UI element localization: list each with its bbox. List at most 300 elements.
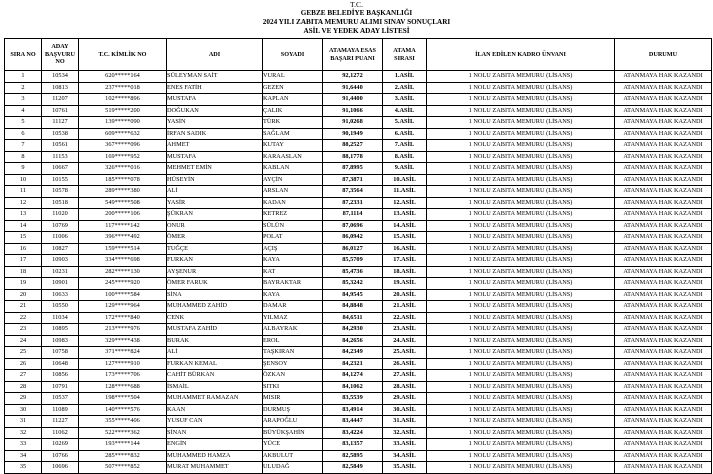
cell-atama-sirasi: 11.ASİL [383, 186, 427, 198]
cell-tc-kimlik-no: 127*****910 [79, 358, 167, 370]
cell-sira-no: 22 [5, 312, 42, 324]
table-row [5, 381, 712, 393]
cell-kadro: 1 NOLU ZABITA MEMURU (LİSANS) [427, 381, 615, 393]
cell-kadro: 1 NOLU ZABITA MEMURU (LİSANS) [427, 358, 615, 370]
cell-soyadi: ULUDAĞ [263, 462, 323, 474]
cell-puan: 84,8848 [323, 301, 383, 313]
col-header-tc-kimlik-no: T.C. KİMLİK NO [79, 39, 167, 71]
cell-durumu: ATANMAYA HAK KAZANDI [615, 82, 712, 94]
cell-kadro: 1 NOLU ZABITA MEMURU (LİSANS) [427, 105, 615, 117]
cell-puan: 83,1357 [323, 439, 383, 451]
cell-kadro: 1 NOLU ZABITA MEMURU (LİSANS) [427, 462, 615, 474]
cell-kadro: 1 NOLU ZABITA MEMURU (LİSANS) [427, 220, 615, 232]
cell-durumu: ATANMAYA HAK KAZANDI [615, 117, 712, 129]
table-header-row [5, 39, 712, 71]
cell-basvuru-no: 10903 [42, 255, 79, 267]
cell-kadro: 1 NOLU ZABITA MEMURU (LİSANS) [427, 370, 615, 382]
table-row [5, 439, 712, 451]
cell-soyadi: BÜYÜKŞAHİN [263, 427, 323, 439]
cell-kadro: 1 NOLU ZABITA MEMURU (LİSANS) [427, 232, 615, 244]
cell-kadro: 1 NOLU ZABITA MEMURU (LİSANS) [427, 266, 615, 278]
cell-durumu: ATANMAYA HAK KAZANDI [615, 462, 712, 474]
cell-soyadi: ÇALIK [263, 105, 323, 117]
table-row [5, 197, 712, 209]
cell-adi: SÜLEYMAN SAİT [167, 71, 263, 83]
cell-adi: MUHAMMED ZAHİD [167, 301, 263, 313]
cell-durumu: ATANMAYA HAK KAZANDI [615, 140, 712, 152]
table-row [5, 404, 712, 416]
cell-soyadi: KAT [263, 266, 323, 278]
cell-puan: 85,4736 [323, 266, 383, 278]
cell-puan: 87,8995 [323, 163, 383, 175]
table-row [5, 243, 712, 255]
cell-durumu: ATANMAYA HAK KAZANDI [615, 301, 712, 313]
table-row [5, 220, 712, 232]
cell-adi: FURKAN [167, 255, 263, 267]
cell-durumu: ATANMAYA HAK KAZANDI [615, 393, 712, 405]
cell-atama-sirasi: 4.ASİL [383, 105, 427, 117]
cell-adi: ONUR [167, 220, 263, 232]
table-body [5, 71, 712, 474]
cell-soyadi: KETREZ [263, 209, 323, 221]
cell-tc-kimlik-no: 329*****438 [79, 335, 167, 347]
cell-durumu: ATANMAYA HAK KAZANDI [615, 163, 712, 175]
cell-tc-kimlik-no: 198*****504 [79, 393, 167, 405]
col-header-sira-no: SIRA NO [5, 39, 42, 71]
cell-kadro: 1 NOLU ZABITA MEMURU (LİSANS) [427, 151, 615, 163]
header-line-municipality: GEBZE BELEDİYE BAŞKANLIĞI [300, 9, 413, 17]
cell-durumu: ATANMAYA HAK KAZANDI [615, 324, 712, 336]
cell-soyadi: ARSLAN [263, 186, 323, 198]
cell-durumu: ATANMAYA HAK KAZANDI [615, 151, 712, 163]
cell-adi: FURKAN KEMAL [167, 358, 263, 370]
cell-tc-kimlik-no: 245*****920 [79, 278, 167, 290]
cell-durumu: ATANMAYA HAK KAZANDI [615, 232, 712, 244]
cell-tc-kimlik-no: 117*****142 [79, 220, 167, 232]
cell-adi: YUSUF CAN [167, 416, 263, 428]
cell-puan: 87,0696 [323, 220, 383, 232]
cell-durumu: ATANMAYA HAK KAZANDI [615, 71, 712, 83]
cell-adi: DOĞUKAN [167, 105, 263, 117]
table-row [5, 140, 712, 152]
cell-tc-kimlik-no: 139*****090 [79, 117, 167, 129]
col-header-durumu: DURUMU [615, 39, 712, 71]
table-row [5, 266, 712, 278]
cell-tc-kimlik-no: 326*****016 [79, 163, 167, 175]
cell-basvuru-no: 10769 [42, 220, 79, 232]
cell-puan: 88,1778 [323, 151, 383, 163]
cell-soyadi: TAŞKIRAN [263, 347, 323, 359]
cell-durumu: ATANMAYA HAK KAZANDI [615, 174, 712, 186]
cell-soyadi: ÖZKAN [263, 370, 323, 382]
cell-atama-sirasi: 15.ASİL [383, 232, 427, 244]
cell-durumu: ATANMAYA HAK KAZANDI [615, 278, 712, 290]
cell-adi: CAHİT BÜRKAN [167, 370, 263, 382]
cell-basvuru-no: 10791 [42, 381, 79, 393]
cell-tc-kimlik-no: 169*****952 [79, 151, 167, 163]
cell-durumu: ATANMAYA HAK KAZANDI [615, 404, 712, 416]
cell-kadro: 1 NOLU ZABITA MEMURU (LİSANS) [427, 324, 615, 336]
cell-tc-kimlik-no: 173*****706 [79, 370, 167, 382]
cell-kadro: 1 NOLU ZABITA MEMURU (LİSANS) [427, 289, 615, 301]
cell-atama-sirasi: 8.ASİL [383, 151, 427, 163]
cell-atama-sirasi: 17.ASİL [383, 255, 427, 267]
cell-puan: 85,3242 [323, 278, 383, 290]
cell-puan: 83,5539 [323, 393, 383, 405]
cell-soyadi: DURMUŞ [263, 404, 323, 416]
cell-soyadi: KABLAN [263, 163, 323, 175]
cell-kadro: 1 NOLU ZABITA MEMURU (LİSANS) [427, 94, 615, 106]
cell-atama-sirasi: 21.ASİL [383, 301, 427, 313]
cell-adi: SİNAN [167, 427, 263, 439]
cell-basvuru-no: 10633 [42, 289, 79, 301]
cell-sira-no: 15 [5, 232, 42, 244]
cell-puan: 87,1114 [323, 209, 383, 221]
cell-sira-no: 2 [5, 82, 42, 94]
cell-sira-no: 8 [5, 151, 42, 163]
cell-durumu: ATANMAYA HAK KAZANDI [615, 370, 712, 382]
cell-tc-kimlik-no: 285*****832 [79, 450, 167, 462]
table-row [5, 117, 712, 129]
cell-puan: 83,4447 [323, 416, 383, 428]
cell-kadro: 1 NOLU ZABITA MEMURU (LİSANS) [427, 347, 615, 359]
cell-adi: MUHAMMET RAMAZAN [167, 393, 263, 405]
cell-kadro: 1 NOLU ZABITA MEMURU (LİSANS) [427, 301, 615, 313]
table-row [5, 105, 712, 117]
cell-tc-kimlik-no: 102*****896 [79, 94, 167, 106]
cell-basvuru-no: 10518 [42, 197, 79, 209]
cell-soyadi: POLAT [263, 232, 323, 244]
cell-adi: ŞÜKRAN [167, 209, 263, 221]
table-row [5, 174, 712, 186]
cell-durumu: ATANMAYA HAK KAZANDI [615, 197, 712, 209]
cell-tc-kimlik-no: 172*****840 [79, 312, 167, 324]
cell-kadro: 1 NOLU ZABITA MEMURU (LİSANS) [427, 197, 615, 209]
cell-tc-kimlik-no: 396*****492 [79, 232, 167, 244]
cell-tc-kimlik-no: 289*****380 [79, 186, 167, 198]
cell-puan: 91,1066 [323, 105, 383, 117]
cell-basvuru-no: 10561 [42, 140, 79, 152]
cell-tc-kimlik-no: 609*****632 [79, 128, 167, 140]
cell-atama-sirasi: 27.ASİL [383, 370, 427, 382]
cell-soyadi: KAYA [263, 255, 323, 267]
cell-soyadi: AKBULUT [263, 450, 323, 462]
table-row [5, 278, 712, 290]
cell-kadro: 1 NOLU ZABITA MEMURU (LİSANS) [427, 71, 615, 83]
cell-soyadi: ARAPOĞLU [263, 416, 323, 428]
table-row [5, 128, 712, 140]
cell-adi: ÖMER FARUK [167, 278, 263, 290]
cell-adi: MUSTAFA [167, 94, 263, 106]
cell-sira-no: 25 [5, 347, 42, 359]
cell-basvuru-no: 10895 [42, 324, 79, 336]
cell-durumu: ATANMAYA HAK KAZANDI [615, 439, 712, 451]
cell-adi: TUĞÇE [167, 243, 263, 255]
cell-sira-no: 20 [5, 289, 42, 301]
cell-basvuru-no: 10696 [42, 462, 79, 474]
cell-sira-no: 7 [5, 140, 42, 152]
cell-tc-kimlik-no: 128*****688 [79, 381, 167, 393]
cell-adi: CENK [167, 312, 263, 324]
table-row [5, 335, 712, 347]
table-row [5, 393, 712, 405]
cell-basvuru-no: 10813 [42, 82, 79, 94]
cell-puan: 87,3564 [323, 186, 383, 198]
cell-adi: YASİR [167, 197, 263, 209]
cell-soyadi: ALBAYRAK [263, 324, 323, 336]
cell-sira-no: 23 [5, 324, 42, 336]
cell-puan: 82,5849 [323, 462, 383, 474]
cell-atama-sirasi: 30.ASİL [383, 404, 427, 416]
cell-adi: ENGİN [167, 439, 263, 451]
cell-tc-kimlik-no: 237*****018 [79, 82, 167, 94]
cell-durumu: ATANMAYA HAK KAZANDI [615, 450, 712, 462]
cell-sira-no: 6 [5, 128, 42, 140]
cell-durumu: ATANMAYA HAK KAZANDI [615, 347, 712, 359]
results-table [4, 38, 712, 474]
cell-tc-kimlik-no: 522*****362 [79, 427, 167, 439]
cell-basvuru-no: 10856 [42, 370, 79, 382]
cell-atama-sirasi: 14.ASİL [383, 220, 427, 232]
cell-kadro: 1 NOLU ZABITA MEMURU (LİSANS) [427, 439, 615, 451]
cell-sira-no: 1 [5, 71, 42, 83]
table-row [5, 462, 712, 474]
cell-sira-no: 32 [5, 427, 42, 439]
cell-puan: 84,9545 [323, 289, 383, 301]
cell-atama-sirasi: 28.ASİL [383, 381, 427, 393]
cell-puan: 84,2349 [323, 347, 383, 359]
col-header-atama-sirasi: ATAMA SIRASI [383, 39, 427, 71]
cell-atama-sirasi: 35.ASİL [383, 462, 427, 474]
cell-puan: 86,0127 [323, 243, 383, 255]
cell-basvuru-no: 10537 [42, 393, 79, 405]
cell-soyadi: AYÇİN [263, 174, 323, 186]
cell-basvuru-no: 10667 [42, 163, 79, 175]
cell-sira-no: 34 [5, 450, 42, 462]
table-row [5, 347, 712, 359]
cell-tc-kimlik-no: 371*****824 [79, 347, 167, 359]
cell-sira-no: 30 [5, 404, 42, 416]
cell-kadro: 1 NOLU ZABITA MEMURU (LİSANS) [427, 140, 615, 152]
cell-puan: 84,2656 [323, 335, 383, 347]
cell-durumu: ATANMAYA HAK KAZANDI [615, 381, 712, 393]
cell-durumu: ATANMAYA HAK KAZANDI [615, 186, 712, 198]
cell-durumu: ATANMAYA HAK KAZANDI [615, 105, 712, 117]
table-row [5, 255, 712, 267]
cell-atama-sirasi: 7.ASİL [383, 140, 427, 152]
cell-kadro: 1 NOLU ZABITA MEMURU (LİSANS) [427, 186, 615, 198]
cell-sira-no: 31 [5, 416, 42, 428]
cell-soyadi: DAMAR [263, 301, 323, 313]
cell-soyadi: YÜCE [263, 439, 323, 451]
cell-puan: 90,1949 [323, 128, 383, 140]
cell-atama-sirasi: 32.ASİL [383, 427, 427, 439]
cell-tc-kimlik-no: 200*****106 [79, 209, 167, 221]
cell-atama-sirasi: 6.ASİL [383, 128, 427, 140]
cell-basvuru-no: 10758 [42, 347, 79, 359]
cell-sira-no: 35 [5, 462, 42, 474]
cell-tc-kimlik-no: 140*****576 [79, 404, 167, 416]
cell-sira-no: 9 [5, 163, 42, 175]
cell-tc-kimlik-no: 185*****078 [79, 174, 167, 186]
table-row [5, 209, 712, 221]
cell-sira-no: 27 [5, 370, 42, 382]
cell-durumu: ATANMAYA HAK KAZANDI [615, 255, 712, 267]
cell-basvuru-no: 10901 [42, 278, 79, 290]
cell-soyadi: VURAL [263, 71, 323, 83]
cell-adi: ENES FATİH [167, 82, 263, 94]
cell-atama-sirasi: 16.ASİL [383, 243, 427, 255]
cell-basvuru-no: 10231 [42, 266, 79, 278]
cell-adi: MUHAMMED HAMZA [167, 450, 263, 462]
cell-sira-no: 11 [5, 186, 42, 198]
cell-soyadi: EROL [263, 335, 323, 347]
cell-adi: AHMET [167, 140, 263, 152]
cell-basvuru-no: 11020 [42, 209, 79, 221]
cell-atama-sirasi: 2.ASİL [383, 82, 427, 94]
cell-soyadi: SAĞLAM [263, 128, 323, 140]
cell-soyadi: ŞENSOY [263, 358, 323, 370]
cell-adi: MUSTAFA [167, 151, 263, 163]
col-header-adi: ADI [167, 39, 263, 71]
cell-tc-kimlik-no: 334*****698 [79, 255, 167, 267]
cell-durumu: ATANMAYA HAK KAZANDI [615, 243, 712, 255]
cell-kadro: 1 NOLU ZABITA MEMURU (LİSANS) [427, 416, 615, 428]
col-header-soyadi: SOYADI [263, 39, 323, 71]
cell-sira-no: 24 [5, 335, 42, 347]
cell-durumu: ATANMAYA HAK KAZANDI [615, 416, 712, 428]
table-row [5, 416, 712, 428]
cell-durumu: ATANMAYA HAK KAZANDI [615, 289, 712, 301]
cell-basvuru-no: 11062 [42, 427, 79, 439]
cell-soyadi: TÜRK [263, 117, 323, 129]
table-row [5, 151, 712, 163]
table-row [5, 370, 712, 382]
cell-atama-sirasi: 10.ASİL [383, 174, 427, 186]
cell-basvuru-no: 10766 [42, 450, 79, 462]
cell-puan: 84,6511 [323, 312, 383, 324]
cell-durumu: ATANMAYA HAK KAZANDI [615, 312, 712, 324]
cell-tc-kimlik-no: 213*****976 [79, 324, 167, 336]
cell-basvuru-no: 11034 [42, 312, 79, 324]
cell-atama-sirasi: 31.ASİL [383, 416, 427, 428]
cell-basvuru-no: 10578 [42, 186, 79, 198]
cell-basvuru-no: 11207 [42, 94, 79, 106]
col-header-kadro: İLAN EDİLEN KADRO ÜNVANI [427, 39, 615, 71]
cell-kadro: 1 NOLU ZABITA MEMURU (LİSANS) [427, 393, 615, 405]
cell-sira-no: 33 [5, 439, 42, 451]
cell-sira-no: 12 [5, 197, 42, 209]
cell-soyadi: BAYRAKTAR [263, 278, 323, 290]
cell-sira-no: 21 [5, 301, 42, 313]
table-row [5, 232, 712, 244]
cell-basvuru-no: 10550 [42, 301, 79, 313]
cell-kadro: 1 NOLU ZABITA MEMURU (LİSANS) [427, 312, 615, 324]
cell-sira-no: 4 [5, 105, 42, 117]
cell-sira-no: 10 [5, 174, 42, 186]
cell-atama-sirasi: 24.ASİL [383, 335, 427, 347]
cell-kadro: 1 NOLU ZABITA MEMURU (LİSANS) [427, 82, 615, 94]
cell-puan: 91,6440 [323, 82, 383, 94]
cell-basvuru-no: 11089 [42, 404, 79, 416]
cell-adi: HÜSEYİN [167, 174, 263, 186]
cell-puan: 85,5709 [323, 255, 383, 267]
cell-basvuru-no: 11006 [42, 232, 79, 244]
table-row [5, 82, 712, 94]
cell-kadro: 1 NOLU ZABITA MEMURU (LİSANS) [427, 255, 615, 267]
cell-durumu: ATANMAYA HAK KAZANDI [615, 335, 712, 347]
cell-basvuru-no: 10155 [42, 174, 79, 186]
cell-puan: 84,2930 [323, 324, 383, 336]
cell-basvuru-no: 10269 [42, 439, 79, 451]
cell-soyadi: KAYA [263, 289, 323, 301]
table-row [5, 312, 712, 324]
cell-adi: YASİN [167, 117, 263, 129]
cell-durumu: ATANMAYA HAK KAZANDI [615, 209, 712, 221]
cell-puan: 87,2331 [323, 197, 383, 209]
cell-soyadi: KADAN [263, 197, 323, 209]
table-row [5, 94, 712, 106]
cell-puan: 87,3871 [323, 174, 383, 186]
cell-puan: 88,2527 [323, 140, 383, 152]
cell-durumu: ATANMAYA HAK KAZANDI [615, 358, 712, 370]
cell-adi: İSMAİL [167, 381, 263, 393]
cell-puan: 83,4914 [323, 404, 383, 416]
cell-tc-kimlik-no: 129*****964 [79, 301, 167, 313]
cell-adi: İRFAN SADIK [167, 128, 263, 140]
cell-atama-sirasi: 22.ASİL [383, 312, 427, 324]
cell-sira-no: 28 [5, 381, 42, 393]
cell-soyadi: MISIR [263, 393, 323, 405]
cell-adi: ALİ [167, 347, 263, 359]
cell-basvuru-no: 10538 [42, 128, 79, 140]
cell-durumu: ATANMAYA HAK KAZANDI [615, 266, 712, 278]
cell-basvuru-no: 10648 [42, 358, 79, 370]
cell-atama-sirasi: 19.ASİL [383, 278, 427, 290]
cell-adi: AYŞENUR [167, 266, 263, 278]
cell-durumu: ATANMAYA HAK KAZANDI [615, 220, 712, 232]
cell-puan: 84,2321 [323, 358, 383, 370]
cell-kadro: 1 NOLU ZABITA MEMURU (LİSANS) [427, 163, 615, 175]
cell-tc-kimlik-no: 100*****584 [79, 289, 167, 301]
cell-adi: MEHMET EMİN [167, 163, 263, 175]
cell-soyadi: AÇIŞ [263, 243, 323, 255]
cell-puan: 91,4400 [323, 94, 383, 106]
table-row [5, 427, 712, 439]
header-line-exam-title: 2024 YILI ZABITA MEMURU ALIMI SINAV SONUÇLARI [262, 18, 451, 26]
cell-durumu: ATANMAYA HAK KAZANDI [615, 128, 712, 140]
cell-basvuru-no: 10534 [42, 71, 79, 83]
cell-atama-sirasi: 29.ASİL [383, 393, 427, 405]
cell-sira-no: 17 [5, 255, 42, 267]
cell-tc-kimlik-no: 507*****852 [79, 462, 167, 474]
cell-tc-kimlik-no: 282*****130 [79, 266, 167, 278]
cell-adi: MUSTAFA ZAHİD [167, 324, 263, 336]
table-row [5, 186, 712, 198]
cell-kadro: 1 NOLU ZABITA MEMURU (LİSANS) [427, 209, 615, 221]
document-header [0, 0, 713, 36]
col-header-puan: ATAMAYA ESAS BAŞARI PUANI [323, 39, 383, 71]
cell-adi: SİNA [167, 289, 263, 301]
table-row [5, 450, 712, 462]
cell-soyadi: SÜLÜN [263, 220, 323, 232]
cell-atama-sirasi: 5.ASİL [383, 117, 427, 129]
cell-soyadi: GEZEN [263, 82, 323, 94]
cell-adi: BURAK [167, 335, 263, 347]
cell-soyadi: SITKI [263, 381, 323, 393]
cell-sira-no: 26 [5, 358, 42, 370]
cell-atama-sirasi: 9.ASİL [383, 163, 427, 175]
